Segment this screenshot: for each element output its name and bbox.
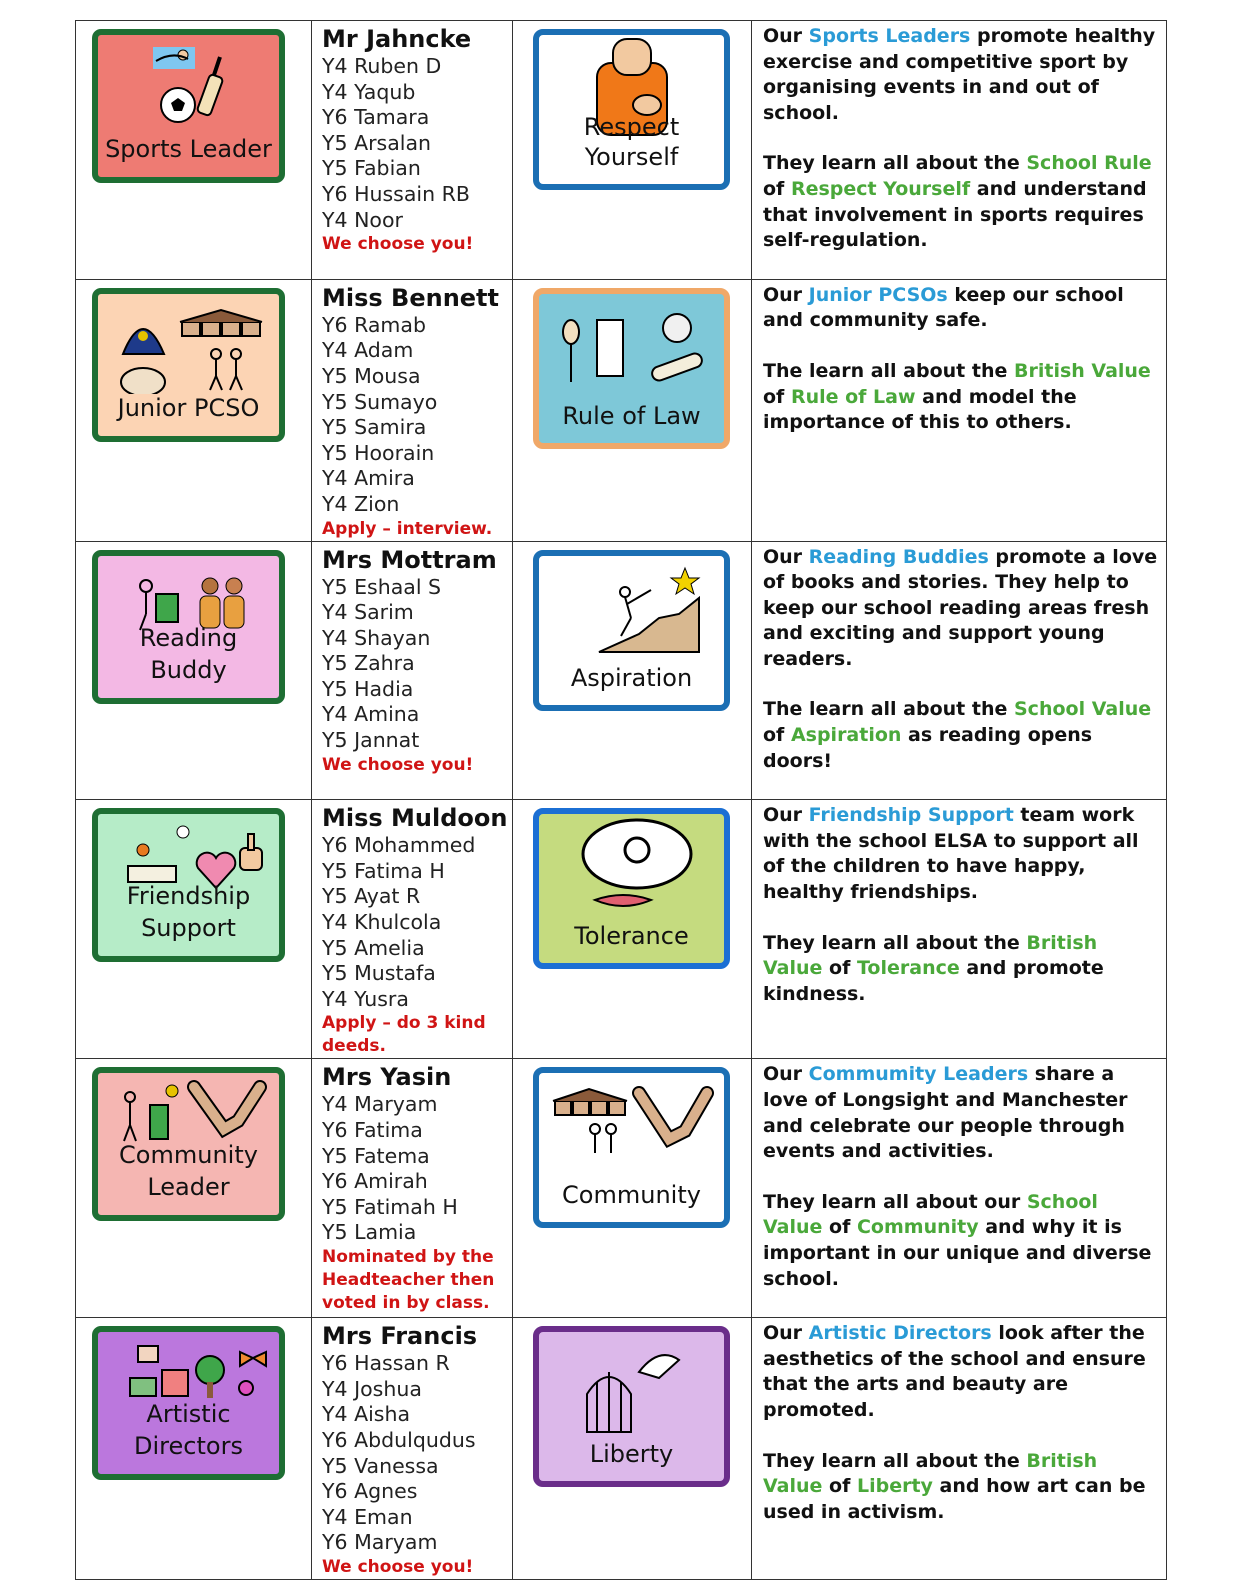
team-cell <box>312 279 513 541</box>
pupil-name: Y4 Zion <box>322 491 400 516</box>
friends-icon <box>200 578 244 628</box>
role-label <box>98 622 279 686</box>
pupil-name: Y4 Joshua <box>322 1376 422 1401</box>
pupil-name: Y6 Agnes <box>322 1479 418 1504</box>
pupil-name: Y6 Amirah <box>322 1169 428 1194</box>
roles-table <box>75 20 1167 1580</box>
pupil-name: Y6 Hussain RB <box>322 181 470 206</box>
description-value: They learn all about the British Value of Liberty and how art can be used in activism. <box>763 1449 1146 1523</box>
selection-note: Apply – do 3 kind deeds. <box>322 1013 486 1057</box>
houses-icon <box>180 310 262 336</box>
pupil-name: Y6 Maryam <box>322 1530 438 1555</box>
speech-ok-icon <box>583 820 691 906</box>
pupil-list <box>322 833 512 1012</box>
bird-cage-icon <box>587 1355 679 1432</box>
role-label-line: Buddy <box>150 655 227 684</box>
table-row <box>76 541 1167 800</box>
value-type-highlight: British Value <box>1014 359 1151 382</box>
role-label-line: Community <box>119 1141 258 1170</box>
role-label <box>98 880 279 944</box>
description-intro: Our Reading Buddies promote a love of books and stories. They help to keep our school reading areas fresh and exciting and support young readers. <box>763 545 1158 670</box>
role-label-line: Reading <box>139 623 238 652</box>
pupil-name: Y6 Abdulqudus <box>322 1427 476 1452</box>
pupil-name: Y5 Ayat R <box>322 884 421 909</box>
value-label: Rule of Law <box>562 401 701 430</box>
role-badge-6 <box>92 1326 285 1480</box>
selection-note: Nominated by the Headteacher then voted in by class. <box>322 1246 495 1313</box>
value-cell <box>513 541 752 800</box>
police-helmet-icon <box>121 329 165 394</box>
value-cell <box>513 1318 752 1580</box>
value-label: Community <box>562 1181 701 1210</box>
role-badge-5 <box>92 1067 285 1221</box>
teacher-name: Miss Muldoon <box>322 804 508 833</box>
value-name-highlight: Liberty <box>856 1475 933 1498</box>
pupil-name: Y4 Shayan <box>322 625 431 650</box>
value-type-highlight: School Value <box>1014 698 1152 721</box>
role-highlight: Friendship Support <box>808 804 1014 827</box>
table-row <box>76 21 1167 280</box>
swimmer-icon <box>153 47 195 69</box>
pupil-name: Y5 Eshaal S <box>322 574 442 599</box>
tree-icon <box>196 1356 224 1398</box>
pupil-name: Y5 Hoorain <box>322 440 435 465</box>
pupil-name: Y5 Amelia <box>322 935 425 960</box>
table-row <box>76 1059 1167 1318</box>
role-cell <box>76 541 312 800</box>
selection-note: We choose you! <box>322 234 474 255</box>
law-icon <box>563 314 704 382</box>
selection-note: Apply – interview. <box>322 518 493 539</box>
role-cell <box>76 1318 312 1580</box>
pupil-name: Y5 Fatima H <box>322 858 445 883</box>
pupil-name: Y5 Mousa <box>322 363 421 388</box>
value-name-highlight: Respect Yourself <box>790 177 971 200</box>
role-label-line: Sports Leader <box>105 135 272 163</box>
role-highlight: Junior PCSOs <box>808 283 948 306</box>
description-value: They learn all about the British Value of Tolerance and promote kindness. <box>763 931 1104 1005</box>
description-cell <box>752 21 1167 280</box>
role-label <box>98 392 279 424</box>
pupil-name: Y4 Yaqub <box>322 79 416 104</box>
description-intro: Our Junior PCSOs keep our school and community safe. <box>763 283 1124 332</box>
description-intro: Our Friendship Support team work with the school ELSA to support all of the children to have happy, healthy friendships. <box>763 804 1139 904</box>
pupil-list <box>322 54 512 233</box>
team-cell <box>312 541 513 800</box>
value-badge-2 <box>533 288 730 449</box>
teacher-name: Mrs Mottram <box>322 545 497 574</box>
value-badge-6 <box>533 1326 730 1487</box>
pupil-name: Y5 Jannat <box>322 728 420 753</box>
thumbs-up-icon <box>240 834 262 870</box>
value-type-highlight: School Rule <box>1026 152 1152 175</box>
description-value: The learn all about the School Value of Aspiration as reading opens doors! <box>763 698 1152 772</box>
pupil-name: Y5 Fatimah H <box>322 1194 458 1219</box>
role-label-line: Junior PCSO <box>117 393 260 422</box>
pupil-name: Y5 Fabian <box>322 156 421 181</box>
helping-desk-icon <box>128 826 189 882</box>
description-cell <box>752 541 1167 800</box>
role-label-line: Leader <box>147 1173 230 1202</box>
value-name-highlight: Community <box>856 1216 979 1239</box>
description-intro: Our Sports Leaders promote healthy exercise and competitive sport by organising events in and out of school. <box>763 25 1156 124</box>
pupil-name: Y6 Fatima <box>322 1118 423 1142</box>
pupil-name: Y5 Hadia <box>322 676 414 701</box>
cricket-bat-icon <box>197 57 224 116</box>
description-intro: Our Artistic Directors look after the aesthetics of the school and ensure that the arts and beauty are promoted. <box>763 1322 1146 1421</box>
donation-icon <box>124 1085 178 1141</box>
role-badge-2 <box>92 288 285 442</box>
role-cell <box>76 800 312 1059</box>
value-cell <box>513 1059 752 1318</box>
selection-note: We choose you! <box>322 754 474 775</box>
teacher-name: Mrs Yasin <box>322 1063 452 1092</box>
pupil-name: Y6 Hassan R <box>322 1351 450 1376</box>
pupil-name: Y6 Ramab <box>322 312 426 337</box>
value-badge-5 <box>533 1067 730 1228</box>
pupil-name: Y4 Noor <box>322 207 403 232</box>
value-name-highlight: Aspiration <box>790 724 902 747</box>
team-cell <box>312 1318 513 1580</box>
role-cell <box>76 21 312 280</box>
value-badge-1 <box>533 29 730 190</box>
role-highlight: Reading Buddies <box>808 545 989 568</box>
value-label: Tolerance <box>574 922 689 951</box>
role-badge-1 <box>92 29 285 183</box>
table-row <box>76 279 1167 541</box>
pupil-name: Y5 Mustafa <box>322 961 436 986</box>
role-badge-4 <box>92 808 285 962</box>
selection-note: We choose you! <box>322 1556 474 1577</box>
description-value: The learn all about the British Value of Rule of Law and model the importance of this to others. <box>763 359 1151 434</box>
pupil-name: Y4 Yusra <box>322 986 409 1011</box>
value-cell <box>513 279 752 541</box>
pupil-name: Y4 Amina <box>322 702 420 727</box>
role-highlight: Commumity Leaders <box>808 1063 1029 1086</box>
table-row <box>76 800 1167 1059</box>
teacher-name: Miss Bennett <box>322 283 499 312</box>
pupil-name: Y5 Arsalan <box>322 130 432 155</box>
role-label-line: Directors <box>134 1432 243 1461</box>
football-icon <box>161 88 195 122</box>
value-label: Respect Yourself <box>583 113 680 171</box>
pupil-list <box>322 313 512 518</box>
value-cell <box>513 21 752 280</box>
value-badge-3 <box>533 550 730 711</box>
value-type-highlight: School Value <box>763 1190 1098 1239</box>
pupil-list <box>322 575 512 754</box>
role-badge-3 <box>92 550 285 704</box>
pupil-name: Y5 Lamia <box>322 1220 417 1245</box>
pupil-name: Y5 Vanessa <box>322 1453 439 1478</box>
pupil-name: Y5 Sumayo <box>322 389 438 414</box>
pupil-name: Y6 Tamara <box>322 105 430 130</box>
pupil-name: Y4 Aisha <box>322 1402 411 1427</box>
pupil-name: Y6 Mohammed <box>322 833 476 858</box>
team-cell <box>312 21 513 280</box>
community-icon <box>553 1089 707 1153</box>
role-label-line: Support <box>141 914 236 943</box>
description-cell <box>752 1318 1167 1580</box>
teacher-name: Mr Jahncke <box>322 25 472 53</box>
team-cell <box>312 800 513 1059</box>
description-intro: Our Commumity Leaders share a love of Longsight and Manchester and celebrate our people through events and activities. <box>763 1063 1128 1163</box>
role-highlight: Sports Leaders <box>808 25 971 47</box>
teacher-name: Mrs Francis <box>322 1322 478 1351</box>
description-cell <box>752 1059 1167 1318</box>
pictures-icon <box>130 1346 188 1396</box>
description-value: They learn all about our School Value of Community and why it is important in our unique and diverse school. <box>763 1190 1152 1290</box>
value-name-highlight: Tolerance <box>856 957 960 980</box>
team-cell <box>312 1059 513 1318</box>
pupil-list <box>322 1092 512 1246</box>
role-label <box>98 133 279 165</box>
pupil-list <box>322 1351 512 1556</box>
description-cell <box>752 279 1167 541</box>
value-type-highlight: British Value <box>763 931 1098 980</box>
pupil-name: Y4 Sarim <box>322 600 414 625</box>
role-label <box>98 1398 279 1462</box>
value-type-highlight: British Value <box>763 1449 1098 1498</box>
value-label: Aspiration <box>570 663 693 692</box>
role-label <box>98 1139 279 1203</box>
table-row <box>76 1318 1167 1580</box>
value-label: Liberty <box>589 1440 674 1469</box>
pupil-name: Y5 Zahra <box>322 651 415 676</box>
handshake-icon <box>194 1087 260 1129</box>
pupil-name: Y5 Fatema <box>322 1143 430 1168</box>
value-cell <box>513 800 752 1059</box>
description-value: They learn all about the School Rule of Respect Yourself and understand that involvement in sports requires self-regulation. <box>763 152 1152 252</box>
people-icon <box>210 349 242 390</box>
value-name-highlight: Rule of Law <box>790 385 916 408</box>
pupil-name: Y4 Ruben D <box>322 54 442 78</box>
pupil-name: Y5 Samira <box>322 415 427 440</box>
value-badge-4 <box>533 808 730 969</box>
pupil-name: Y4 Khulcola <box>322 910 442 935</box>
pupil-name: Y4 Maryam <box>322 1092 438 1117</box>
role-label-line: Artistic <box>146 1400 231 1429</box>
description-cell <box>752 800 1167 1059</box>
role-label-line: Friendship <box>126 882 251 911</box>
climbing-star-icon <box>599 568 699 652</box>
pupil-name: Y4 Eman <box>322 1504 413 1529</box>
butterfly-icon <box>239 1352 266 1395</box>
role-cell <box>76 1059 312 1318</box>
pupil-name: Y4 Amira <box>322 466 415 491</box>
role-highlight: Artistic Directors <box>808 1322 992 1345</box>
pupil-name: Y4 Adam <box>322 338 414 363</box>
role-cell <box>76 279 312 541</box>
